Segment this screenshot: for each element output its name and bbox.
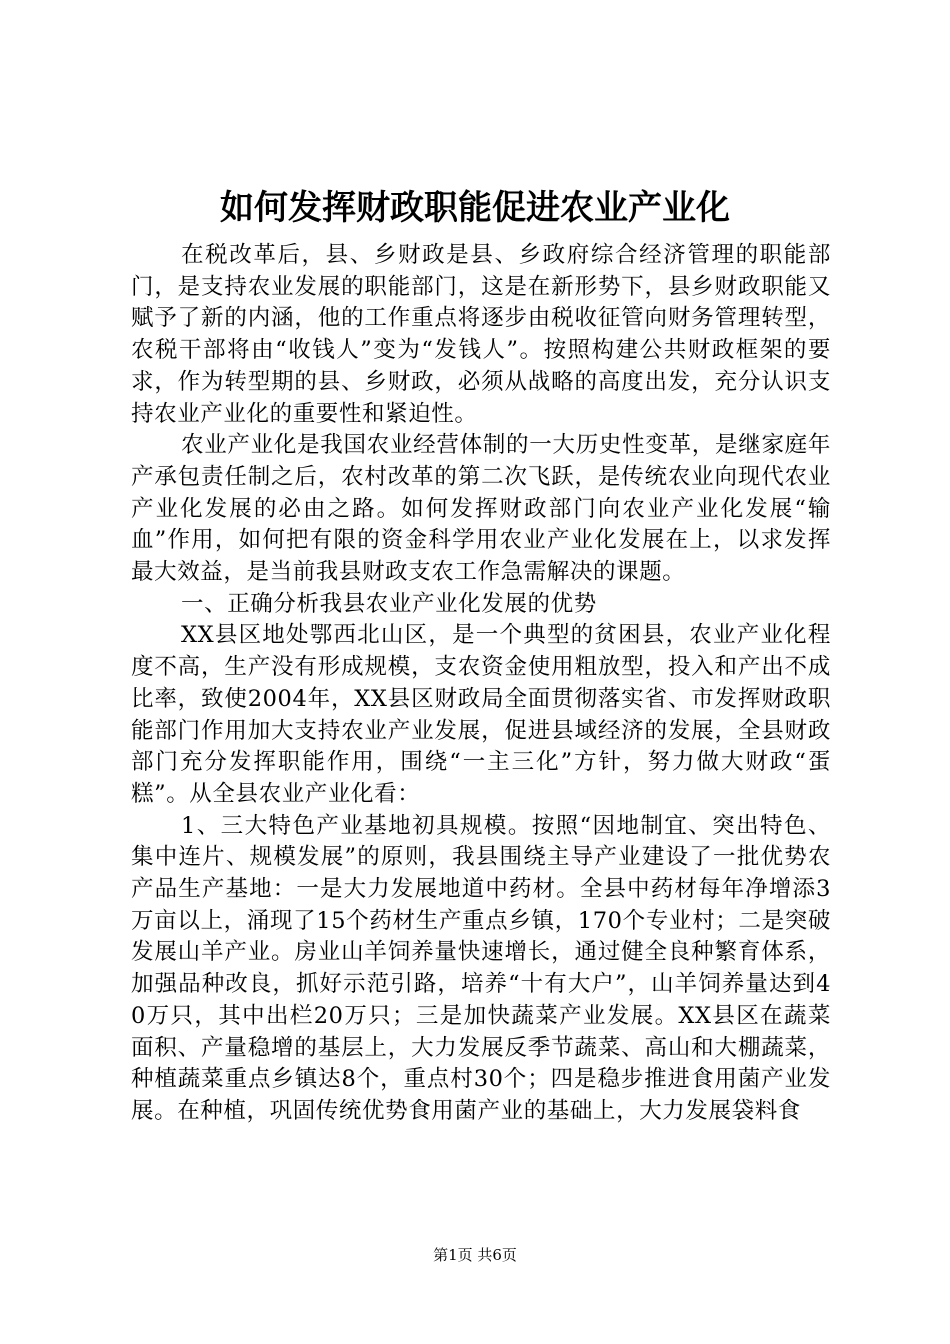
section-heading-1: 一、正确分析我县农业产业化发展的优势 xyxy=(181,590,597,617)
document-body xyxy=(131,240,831,1128)
page-number-footer: 第1页 共6页 xyxy=(433,1246,517,1264)
paragraph-background: 农业产业化是我国农业经营体制的一大历史性变革，是继家庭年产承包责任制之后，农村改革的第二次飞跃，是传统农业向现代农业产业化发展的必由之路。如何发挥财政部门向农业产业化发展“输血”作用，如何把有限的资金科学用农业产业化发展在上，以求发挥最大效益，是当前我县财政支农工作急需解决的课题。 xyxy=(131,432,831,586)
paragraph-intro: 在税改革后，县、乡财政是县、乡政府综合经济管理的职能部门，是支持农业发展的职能部门，这是在新形势下，县乡财政职能又赋予了新的内涵，他的工作重点将逐步由税收征管向财务管理转型，农税干部将由“收钱人”变为“发钱人”。按照构建公共财政框架的要求，作为转型期的县、乡财政，必须从战略的高度出发，充分认识支持农业产业化的重要性和紧迫性。 xyxy=(131,242,831,427)
paragraph-county-overview: XX县区地处鄂西北山区，是一个典型的贫困县，农业产业化程度不高，生产没有形成规模，支农资金使用粗放型，投入和产出不成比率，致使2004年，XX县区财政局全面贯彻落实省、市发挥财政职能部门作用加大支持农业产业发展，促进县域经济的发展，全县财政部门充分发挥职能作用，围绕“一主三化”方针，努力做大财政“蛋糕”。从全县农业产业化看： xyxy=(131,622,831,807)
paragraph-industry-bases: 1、三大特色产业基地初具规模。按照“因地制宜、突出特色、集中连片、规模发展”的原则，我县围绕主导产业建设了一批优势农产品生产基地：一是大力发展地道中药材。全县中药材每年净增添3万亩以上，涌现了15个药材生产重点乡镇，170个专业村；二是突破发展山羊产业。房业山羊饲养量快速增长，通过健全良种繁育体系，加强品种改良，抓好示范引路，培养“十有大户”，山羊饲养量达到40万只，其中出栏20万只；三是加快蔬菜产业发展。XX县区在蔬菜面积、产量稳增的基层上，大力发展反季节蔬菜、高山和大棚蔬菜，种植蔬菜重点乡镇达8个，重点村30个；四是稳步推进食用菌产业发展。在种植，巩固传统优势食用菌产业的基础上，大力发展袋料食 xyxy=(131,812,831,1124)
document-title: 如何发挥财政职能促进农业产业化 xyxy=(220,188,730,228)
